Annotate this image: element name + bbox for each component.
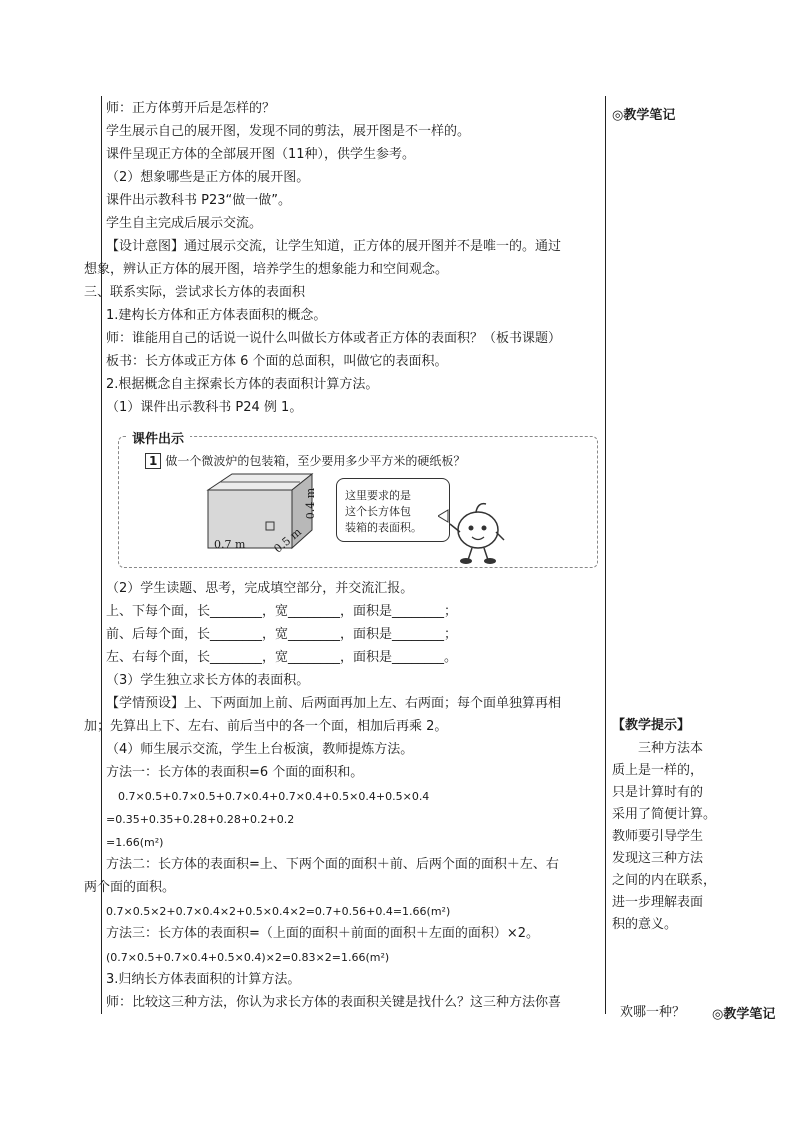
prediction-line: 【学情预设】上、下两面加上前、后两面再加上左、右两面；每个面单独算再相 [106,696,562,711]
example-question [145,452,465,469]
text-line: 1.建构长方体和正方体表面积的概念。 [106,308,327,323]
cartoon-character-icon [438,498,518,568]
bubble-line: 这里要求的是 [345,489,411,502]
text-line: 学生自主完成后展示交流。 [106,216,263,231]
fill-blank-line: 前、后每个面，长________，宽________，面积是________； [106,627,458,642]
tip-line: 质上是一样的， [612,763,704,778]
text-line: 师：谁能用自己的话说一说什么叫做长方体或者正方体的表面积？（板书课题） [106,331,562,346]
text-line: 加；先算出上下、左右、前后当中的各一个面，相加后再乘 2。 [84,719,448,734]
text-line: 师：比较这三种方法，你认为求长方体的表面积关键是找什么？这三种方法你喜 [106,995,562,1010]
tip-line: 之间的内在联系， [612,873,717,888]
bubble-line: 这个长方体包 [345,505,411,518]
text-line: （2）学生读题、思考，完成填空部分，并交流汇报。 [106,581,414,596]
dimension-width: 0.5 m [271,525,304,556]
method-two-line: 方法二：长方体的表面积=上、下两个面的面积＋前、后两个面的面积＋左、右 [106,857,559,872]
formula-line: =0.35+0.35+0.28+0.28+0.2+0.2 [106,813,295,826]
teaching-notes-heading: ◎教学笔记 [612,108,676,123]
text-line: （2）想象哪些是正方体的展开图。 [106,170,310,185]
text-line: （4）师生展示交流，学生上台板演，教师提炼方法。 [106,742,414,757]
speech-bubble [336,478,450,542]
fill-blank-line: 上、下每个面，长________，宽________，面积是________； [106,604,458,619]
left-column-rule [101,96,102,1014]
text-line: 2.根据概念自主探索长方体的表面积计算方法。 [106,377,379,392]
text-line: 想象，辨认正方体的展开图，培养学生的想象能力和空间观念。 [84,262,449,277]
text-line: （3）学生独立求长方体的表面积。 [106,673,310,688]
example-tab-label: 课件出示 [126,428,190,447]
continued-text: 欢哪一种？ [620,1005,686,1020]
text-line: 板书：长方体或正方体 6 个面的总面积，叫做它的表面积。 [106,354,448,369]
section-heading: 三、联系实际，尝试求长方体的表面积 [84,285,306,300]
text-line: （1）课件出示教科书 P24 例 1。 [106,400,303,415]
formula-line: =1.66(m²) [106,836,164,849]
text-line: 课件呈现正方体的全部展开图（11种），供学生参考。 [106,147,416,162]
text-line: 学生展示自己的展开图，发现不同的剪法，展开图是不一样的。 [106,124,471,139]
text-line: 师：正方体剪开后是怎样的？ [106,101,276,116]
bubble-line: 装箱的表面积。 [345,521,422,534]
tip-line: 只是计算时有的 [612,785,704,800]
tip-line: 积的意义。 [612,917,678,932]
method-one-line: 方法一：长方体的表面积=6 个面的面积和。 [106,765,364,780]
formula-line: 0.7×0.5×2+0.7×0.4×2+0.5×0.4×2=0.7+0.56+0.4=1.66(m²) [106,905,451,918]
text-line: 两个面的面积。 [84,880,176,895]
formula-line: 0.7×0.5+0.7×0.5+0.7×0.4+0.7×0.4+0.5×0.4+0.5×0.4 [118,790,430,803]
fill-blank-line: 左、右每个面，长________，宽________，面积是________。 [106,650,458,665]
tip-line: 教师要引导学生 [612,829,704,844]
dimension-length: 0.7 m [214,538,246,551]
example-number: 1 [145,453,161,469]
tip-line: 发现这三种方法 [612,851,704,866]
text-line: 课件出示教科书 P23“做一做”。 [106,193,291,208]
dimension-height: 0.4 m [304,487,318,520]
tip-line: 进一步理解表面 [612,895,704,910]
side-column-rule [605,96,606,1014]
formula-line: (0.7×0.5+0.7×0.4+0.5×0.4)×2=0.83×2=1.66(m²) [106,951,390,964]
method-three-line: 方法三：长方体的表面积=（上面的面积＋前面的面积＋左面的面积）×2。 [106,926,540,941]
example-question-text: 做一个微波炉的包装箱，至少要用多少平方米的硬纸板？ [165,454,466,468]
design-intent-line: 【设计意图】通过展示交流，让学生知道，正方体的展开图并不是唯一的。通过 [106,239,562,254]
teaching-tip-heading: 【教学提示】 [612,718,691,733]
teaching-notes-footer: ◎教学笔记 [712,1007,776,1022]
tip-line: 三种方法本 [638,741,704,756]
text-line: 3.归纳长方体表面积的计算方法。 [106,972,301,987]
tip-line: 采用了简便计算。 [612,807,717,822]
